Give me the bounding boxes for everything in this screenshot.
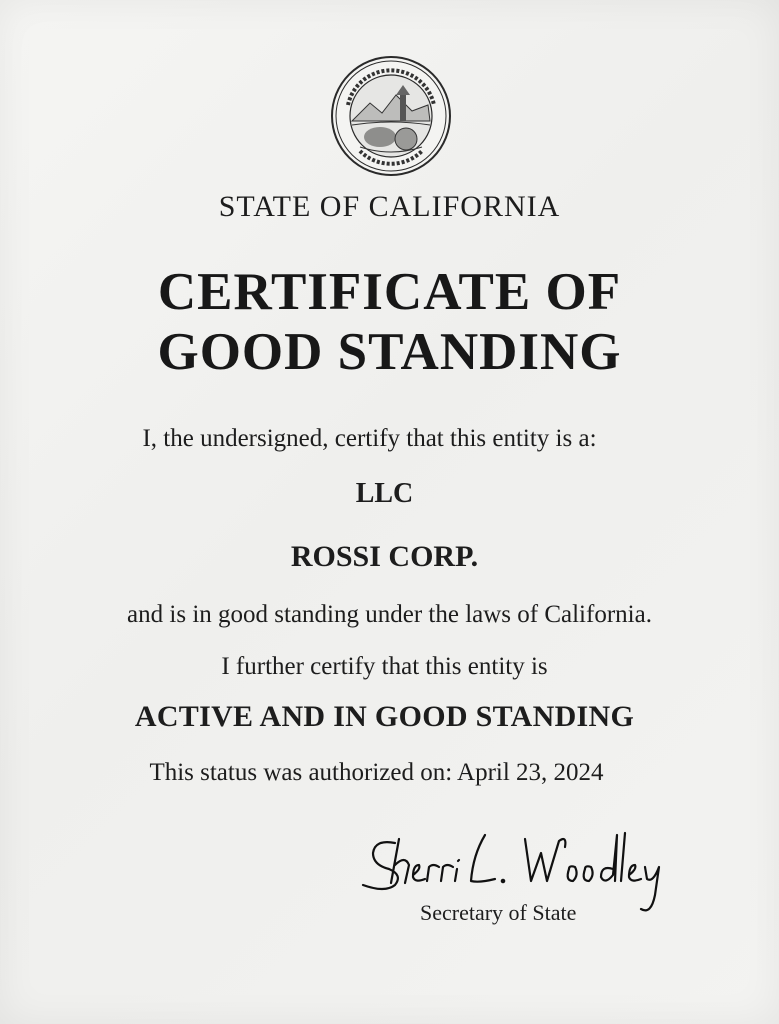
title-line-1: CERTIFICATE OF — [157, 263, 622, 321]
state-heading: STATE OF CALIFORNIA — [218, 190, 561, 223]
entity-name: ROSSI CORP. — [290, 540, 479, 573]
certify-statement: I, the undersigned, certify that this entity is a: — [142, 425, 597, 452]
title-line-2: GOOD STANDING — [157, 323, 622, 381]
page-title — [0, 262, 779, 382]
signer-title: Secretary of State — [420, 900, 577, 925]
state-seal-icon — [330, 55, 452, 177]
standing-statement: and is in good standing under the laws of California. — [127, 601, 652, 628]
authorized-statement: This status was authorized on: April 23, 2024 — [149, 759, 604, 786]
entity-type: LLC — [355, 478, 414, 509]
further-statement: I further certify that this entity is — [221, 653, 548, 680]
status-text: ACTIVE AND IN GOOD STANDING — [134, 700, 635, 733]
